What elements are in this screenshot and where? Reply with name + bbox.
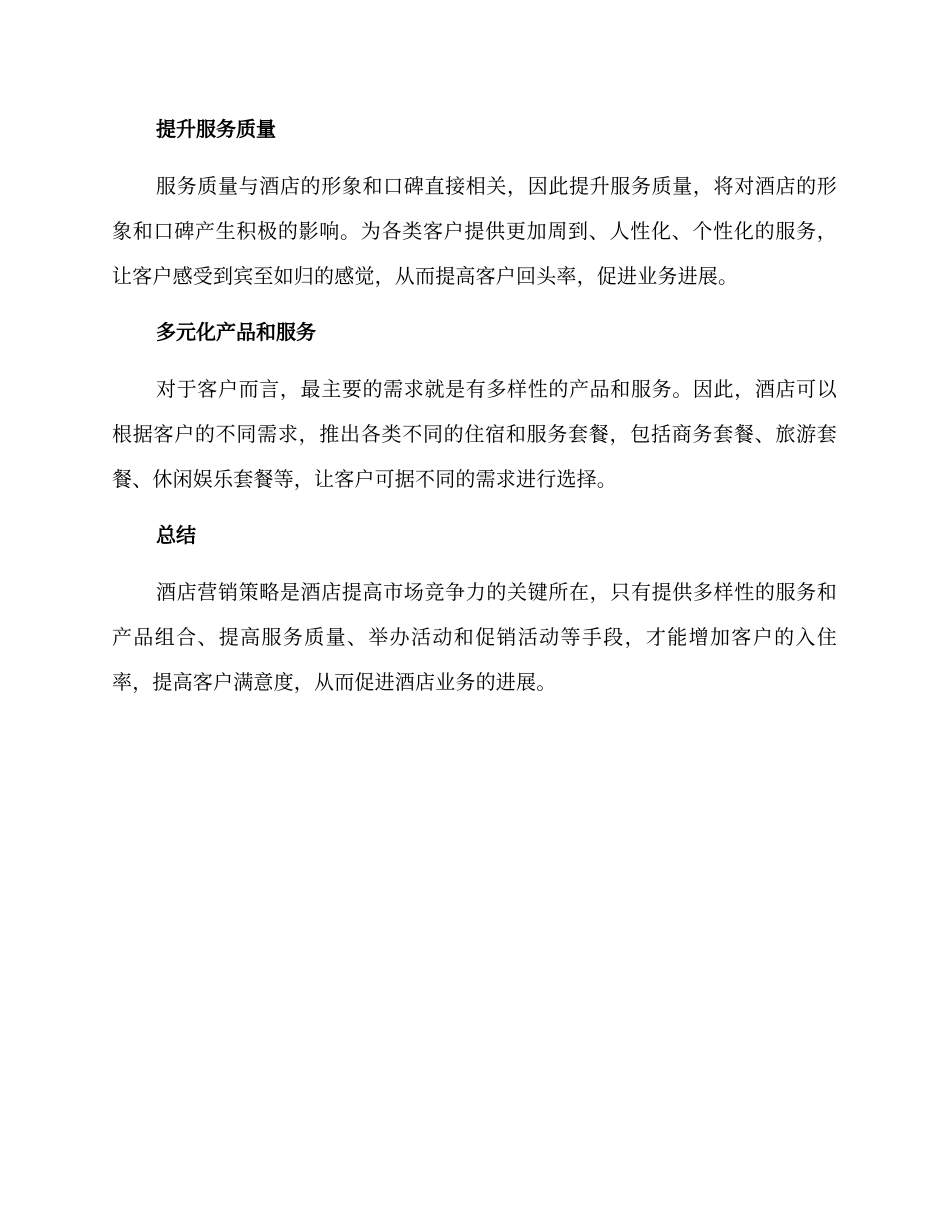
section-heading: 多元化产品和服务 bbox=[156, 320, 316, 344]
section-summary bbox=[112, 510, 837, 705]
section-paragraph: 酒店营销策略是酒店提高市场竞争力的关键所在，只有提供多样性的服务和产品组合、提高服务质量、举办活动和促销活动等手段，才能增加客户的入住率，提高客户满意度，从而促进酒店业务的进展。 bbox=[112, 580, 837, 694]
section-paragraph: 服务质量与酒店的形象和口碑直接相关，因此提升服务质量，将对酒店的形象和口碑产生积极的影响。为各类客户提供更加周到、人性化、个性化的服务，让客户感受到宾至如归的感觉，从而提高客户回头率，促进业务进展。 bbox=[112, 174, 837, 288]
document-page bbox=[112, 104, 837, 713]
section-paragraph: 对于客户而言，最主要的需求就是有多样性的产品和服务。因此，酒店可以根据客户的不同需求，推出各类不同的住宿和服务套餐，包括商务套餐、旅游套餐、休闲娱乐套餐等，让客户可据不同的需求进行选择。 bbox=[112, 377, 837, 491]
section-heading: 总结 bbox=[156, 523, 196, 547]
section-diversified-products-services bbox=[112, 307, 837, 502]
section-heading: 提升服务质量 bbox=[156, 117, 276, 141]
section-service-quality bbox=[112, 104, 837, 299]
